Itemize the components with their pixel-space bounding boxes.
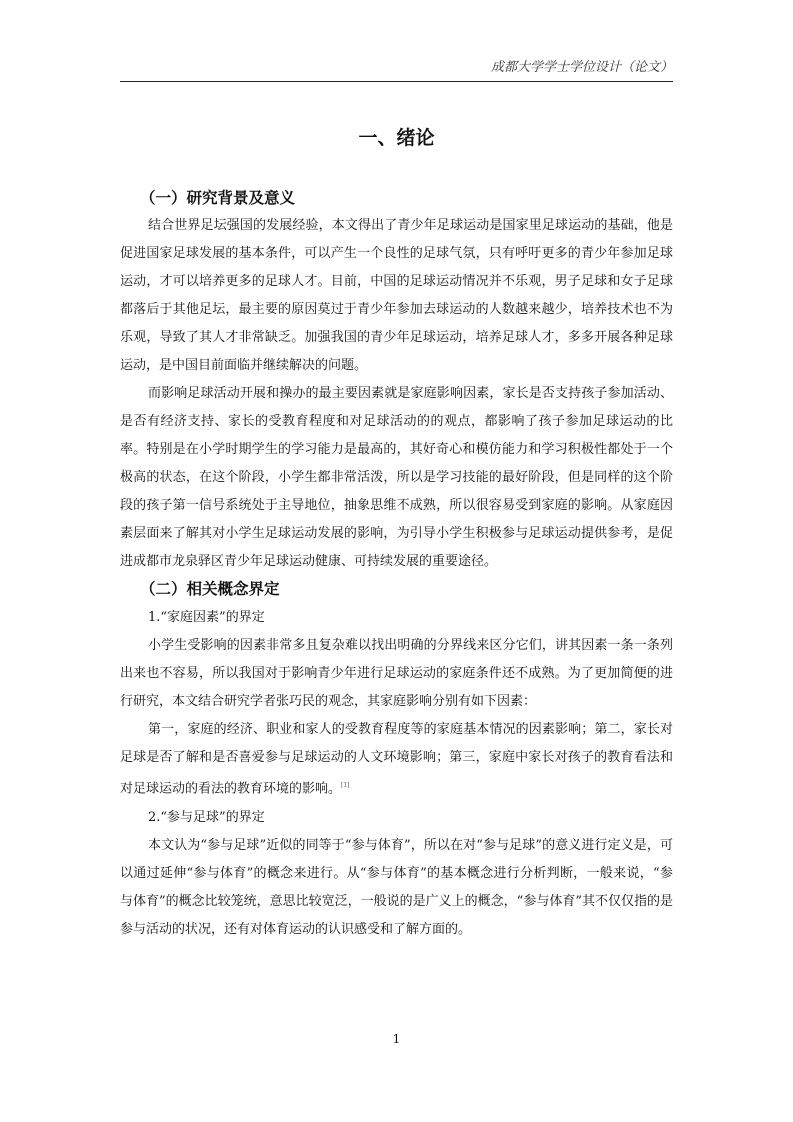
page-content xyxy=(120,124,673,944)
paragraph: 而影响足球活动开展和操办的最主要因素就是家庭影响因素，家长是否支持孩子参加活动、是否有经济支持、家长的受教育程度和对足球活动的的观点，都影响了孩子参加足球运动的比率。特别是在小学时期学生的学习能力是最高的，其好奇心和模仿能力和学习积极性都处于一个极高的状态，在这个阶段，小学生都非常活泼，所以是学习技能的最好阶段，但是同样的这个阶段的孩子第一信号系统处于主导地位，抽象思维不成熟，所以很容易受到家庭的影响。从家庭因素层面来了解其对小学生足球运动发展的影响，为引导小学生积极参与足球运动提供参考，是促进成都市龙泉驿区青少年足球运动健康、可持续发展的重要途径。 xyxy=(120,386,673,569)
header-divider xyxy=(120,81,673,82)
chapter-title: 一、绪论 xyxy=(358,127,435,149)
paragraph-text: 第一，家庭的经济、职业和家人的受教育程度等的家庭基本情况的因素影响；第二，家长对足球是否了解和是否喜爱参与足球运动的人文环境影响；第三，家庭中家长对孩子的教育看法和对足球运动的看法的教育环境的影响。 xyxy=(120,722,673,797)
paragraph-with-citation xyxy=(120,716,673,803)
section-heading-definitions: （二）相关概念界定 xyxy=(140,580,280,598)
subheading-football-participation: 2.“参与足球”的界定 xyxy=(148,810,265,826)
paragraph: 结合世界足坛强国的发展经验，本文得出了青少年足球运动是国家里足球运动的基础，他是促进国家足球发展的基本条件，可以产生一个良性的足球气氛，只有呼吁更多的青少年参加足球运动，才可以培养更多的足球人才。目前，中国的足球运动情况并不乐观，男子足球和女子足球都落后于其他足坛，最主要的原因莫过于青少年参加去球运动的人数越来越少，培养技术也不为乐观，导致了其人才非常缺乏。加强我国的青少年足球运动，培养足球人才，多多开展各种足球运动，是中国目前面临并继续解决的问题。 xyxy=(120,218,673,373)
subheading-family-factors: 1.“家庭因素”的界定 xyxy=(148,610,265,625)
running-header: 成都大学学士学位设计（论文） xyxy=(490,60,673,75)
page-number: 1 xyxy=(392,1032,401,1046)
paragraph: 小学生受影响的因素非常多且复杂难以找出明确的分界线来区分它们，讲其因素一条一条列出来也不容易，所以我国对于影响青少年进行足球运动的家庭条件还不成熟。为了更加简便的进行研究，本文结合研究学者张巧民的观念，其家庭影响分别有如下因素： xyxy=(120,638,673,709)
paragraph: 本文认为“参与足球”近似的同等于“参与体育”，所以在对“参与足球”的意义进行定义是，可以通过延伸“参与体育”的概念来进行。从“参与体育”的基本概念进行分析判断，一般来说，“参与体育”的概念比较笼统，意思比较宽泛，一般说的是广义上的概念，“参与体育”其不仅仅指的是参与活动的状况，还有对体育运动的认识感受和了解方面的。 xyxy=(120,838,673,938)
citation-marker[interactable]: [1] xyxy=(341,782,350,789)
section-heading-background: （一）研究背景及意义 xyxy=(140,189,296,207)
